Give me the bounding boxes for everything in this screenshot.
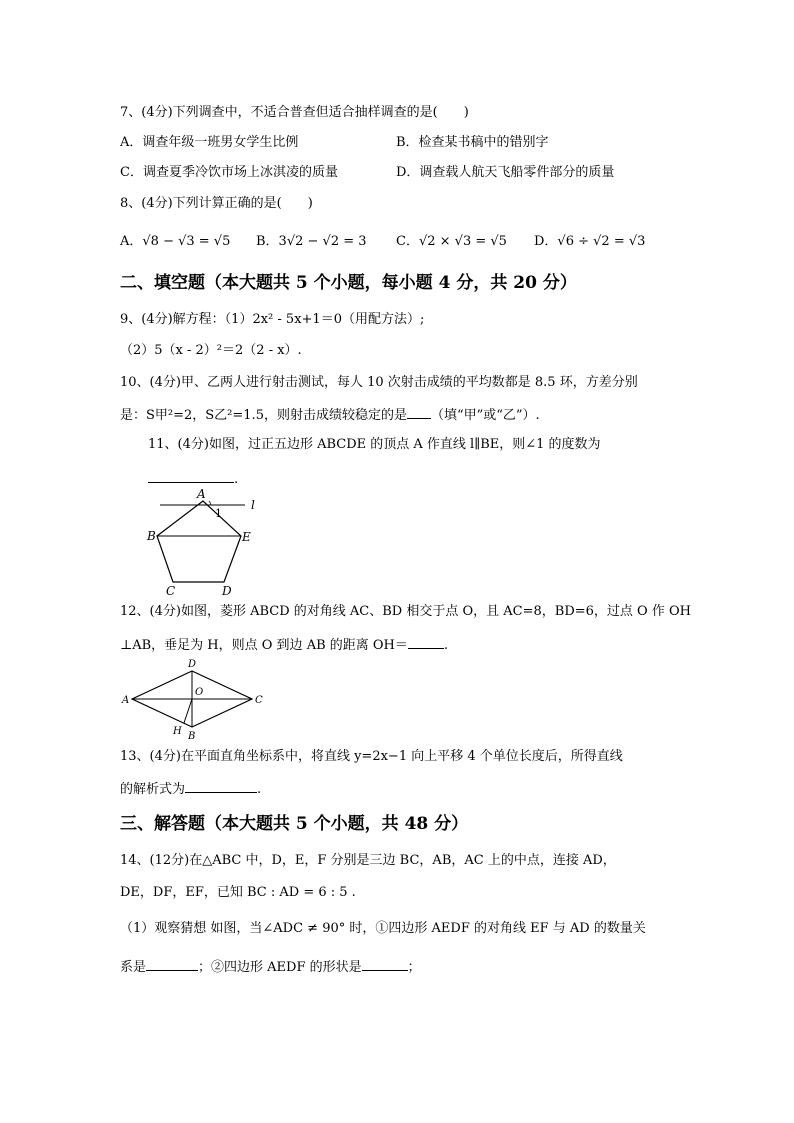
label-b: B [147, 529, 156, 543]
q7-option-d: D．调查载人航天飞船零件部分的质量 [396, 165, 615, 180]
q13-line2-end: . [257, 782, 262, 797]
q14-line4 [120, 957, 421, 977]
label-c: C [166, 584, 176, 598]
q10-line2 [120, 405, 540, 425]
q12-line2-text: ⊥AB，垂足为 H，则点 O 到边 AB 的距离 OH＝ [120, 638, 408, 653]
q8-option-a: A．√8 − √3 = √5 [120, 234, 231, 249]
q8-option-c: C．√2 × √3 = √5 [396, 234, 507, 249]
q9-line2: （2）5（x - 2）²＝2（2 - x）. [120, 343, 302, 358]
pentagon-figure [140, 486, 270, 598]
q14-line4-b: ；②四边形 AEDF 的形状是 [198, 960, 362, 975]
label-a: A [122, 695, 130, 706]
q12-line1: 12、(4分)如图，菱形 ABCD 的对角线 AC、BD 相交于点 O，且 AC=8，BD=6，过点 O 作 OH [120, 604, 691, 619]
label-a: A [197, 487, 206, 501]
q7-option-c: C．调查夏季冷饮市场上冰淇凌的质量 [120, 165, 338, 180]
label-angle-1: 1 [215, 507, 222, 520]
q14-line1: 14、(12分)在△ABC 中，D，E，F 分别是三边 BC，AB，AC 上的中点，连接 AD， [120, 853, 616, 868]
q8-option-d: D．√6 ÷ √2 = √3 [534, 234, 646, 249]
q9-line1: 9、(4分)解方程：（1）2x² - 5x+1＝0（用配方法）; [120, 312, 425, 327]
label-l: l [251, 498, 255, 512]
label-b: B [188, 731, 196, 742]
q14-line4-a: 系是 [120, 960, 147, 975]
q7-option-a: A．调查年级一班男女学生比例 [120, 135, 299, 150]
q14-line4-c: ； [407, 960, 421, 975]
q11-line1: 11、(4分)如图，过正五边形 ABCDE 的顶点 A 作直线 l∥BE，则∠1 的度数为 [148, 437, 601, 452]
q8-stem: 8、(4分)下列计算正确的是( ) [120, 196, 313, 211]
label-e: E [242, 530, 251, 544]
q14-blank-2[interactable] [362, 957, 408, 971]
q8-option-b: B．3√2 − √2 = 3 [256, 234, 367, 249]
q13-line2-text: 的解析式为 [120, 782, 186, 797]
q7-option-b: B．检查某书稿中的错别字 [396, 135, 549, 150]
q13-line1: 13、(4分)在平面直角坐标系中，将直线 y=2x−1 向上平移 4 个单位长度后，所得直线 [120, 749, 623, 764]
q12-line2-end: . [443, 638, 449, 653]
q12-answer-blank[interactable] [408, 635, 444, 649]
rhombus-figure [118, 656, 268, 744]
q12-line2 [120, 635, 448, 655]
q11-answer-blank[interactable] [148, 469, 234, 483]
section-solution-heading: 三、解答题（本大题共 5 个小题，共 48 分） [120, 814, 469, 834]
angle-1-arc [209, 501, 211, 505]
label-c: C [255, 695, 263, 706]
label-d: D [188, 659, 197, 670]
q10-answer-blank[interactable] [407, 405, 431, 419]
q10-line2-tail: （填“甲”或“乙”）. [430, 408, 540, 423]
pentagon-abcde [157, 501, 241, 582]
q10-line1: 10、(4分)甲、乙两人进行射击测试，每人 10 次射击成绩的平均数都是 8.5 环，方差分别 [120, 375, 638, 390]
q14-line2: DE，DF，EF，已知 BC : AD = 6 : 5 . [120, 885, 356, 900]
q7-stem: 7、(4分)下列调查中，不适合普查但适合抽样调查的是( ) [120, 105, 469, 120]
q13-answer-blank[interactable] [185, 779, 257, 793]
q13-line2 [120, 779, 261, 799]
label-d: D [222, 584, 232, 598]
segment-oh [184, 699, 192, 723]
label-h: H [173, 726, 182, 737]
section-fill-in-heading: 二、填空题（本大题共 5 个小题，每小题 4 分，共 20 分） [120, 273, 577, 293]
q14-blank-1[interactable] [146, 957, 198, 971]
q10-line2-text: 是：S甲²=2，S乙²=1.5，则射击成绩较稳定的是 [120, 408, 407, 423]
q14-line3: （1）观察猜想 如图，当∠ADC ≠ 90° 时，①四边形 AEDF 的对角线 EF 与 AD 的数量关 [120, 921, 646, 936]
q11-line2-end: . [234, 472, 239, 487]
label-o: O [195, 687, 204, 698]
